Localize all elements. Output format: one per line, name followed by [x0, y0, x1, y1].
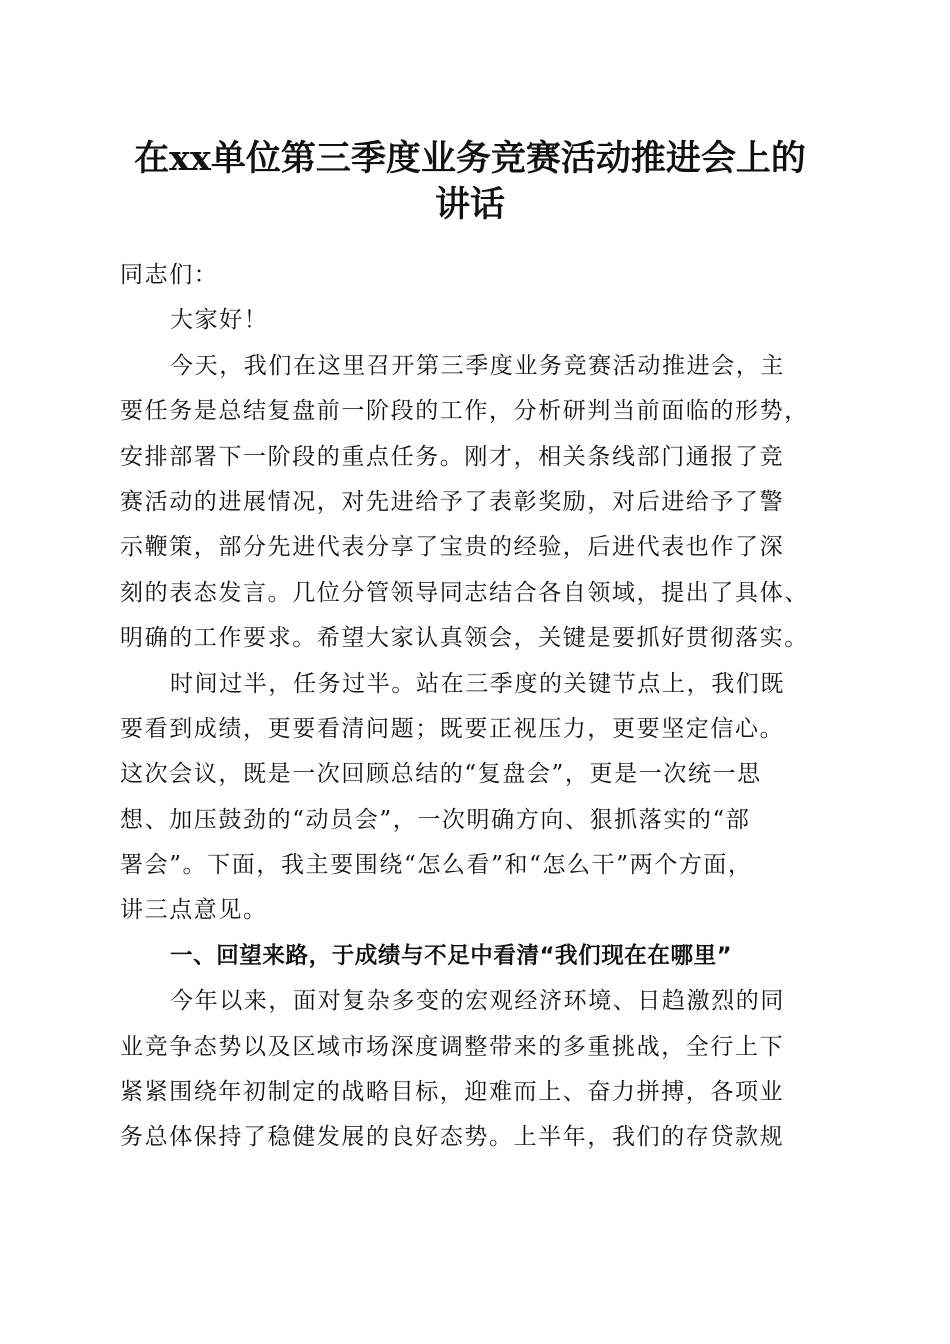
paragraph-line: 想、加压鼓劲的“动员会”，一次明确方向、狠抓落实的“部: [120, 806, 751, 833]
paragraph-line: 要任务是总结复盘前一阶段的工作，分析研判当前面临的形势，: [120, 398, 809, 425]
paragraph-line: 安排部署下一阶段的重点任务。刚才，相关条线部门通报了竞: [120, 443, 785, 470]
document-title: [100, 136, 840, 228]
paragraph-line: 今年以来，面对复杂多变的宏观经济环境、日趋激烈的同: [170, 988, 785, 1015]
section-heading-1: 一、回望来路，于成绩与不足中看清“我们现在在哪里”: [170, 942, 733, 969]
paragraph-opening: [120, 344, 832, 662]
paragraph-line: 时间过半，任务过半。站在三季度的关键节点上，我们既: [170, 670, 785, 697]
paragraph-line: 刻的表态发言。几位分管领导同志结合各自领域，提出了具体、: [120, 579, 809, 606]
title-line-1: 在xx单位第三季度业务竞赛活动推进会上的: [134, 138, 806, 179]
paragraph-review: [120, 979, 832, 1161]
paragraph-line: 紧紧围绕年初制定的战略目标，迎难而上、奋力拼搏，各项业: [120, 1079, 785, 1106]
greeting: 大家好！: [170, 307, 269, 334]
paragraph-line: 赛活动的进展情况，对先进给予了表彰奖励，对后进给予了警: [120, 488, 785, 515]
paragraph-line: 这次会议，既是一次回顾总结的“复盘会”，更是一次统一思: [120, 761, 762, 788]
paragraph-context: [120, 662, 832, 934]
salutation: 同志们：: [120, 262, 219, 288]
paragraph-line: 讲三点意见。: [120, 897, 268, 924]
paragraph-line: 务总体保持了稳健发展的良好态势。上半年，我们的存贷款规: [120, 1124, 785, 1151]
paragraph-line: 要看到成绩，更要看清问题；既要正视压力，更要坚定信心。: [120, 715, 785, 742]
title-line-2: 讲话: [434, 184, 505, 225]
paragraph-line: 署会”。下面，我主要围绕“怎么看”和“怎么干”两个方面，: [120, 852, 753, 879]
document-body: [120, 253, 832, 1161]
paragraph-line: 明确的工作要求。希望大家认真领会，关键是要抓好贯彻落实。: [120, 625, 809, 652]
paragraph-line: 示鞭策，部分先进代表分享了宝贵的经验，后进代表也作了深: [120, 534, 785, 561]
paragraph-line: 业竞争态势以及区域市场深度调整带来的多重挑战，全行上下: [120, 1033, 785, 1060]
paragraph-line: 今天，我们在这里召开第三季度业务竞赛活动推进会，主: [170, 352, 785, 379]
